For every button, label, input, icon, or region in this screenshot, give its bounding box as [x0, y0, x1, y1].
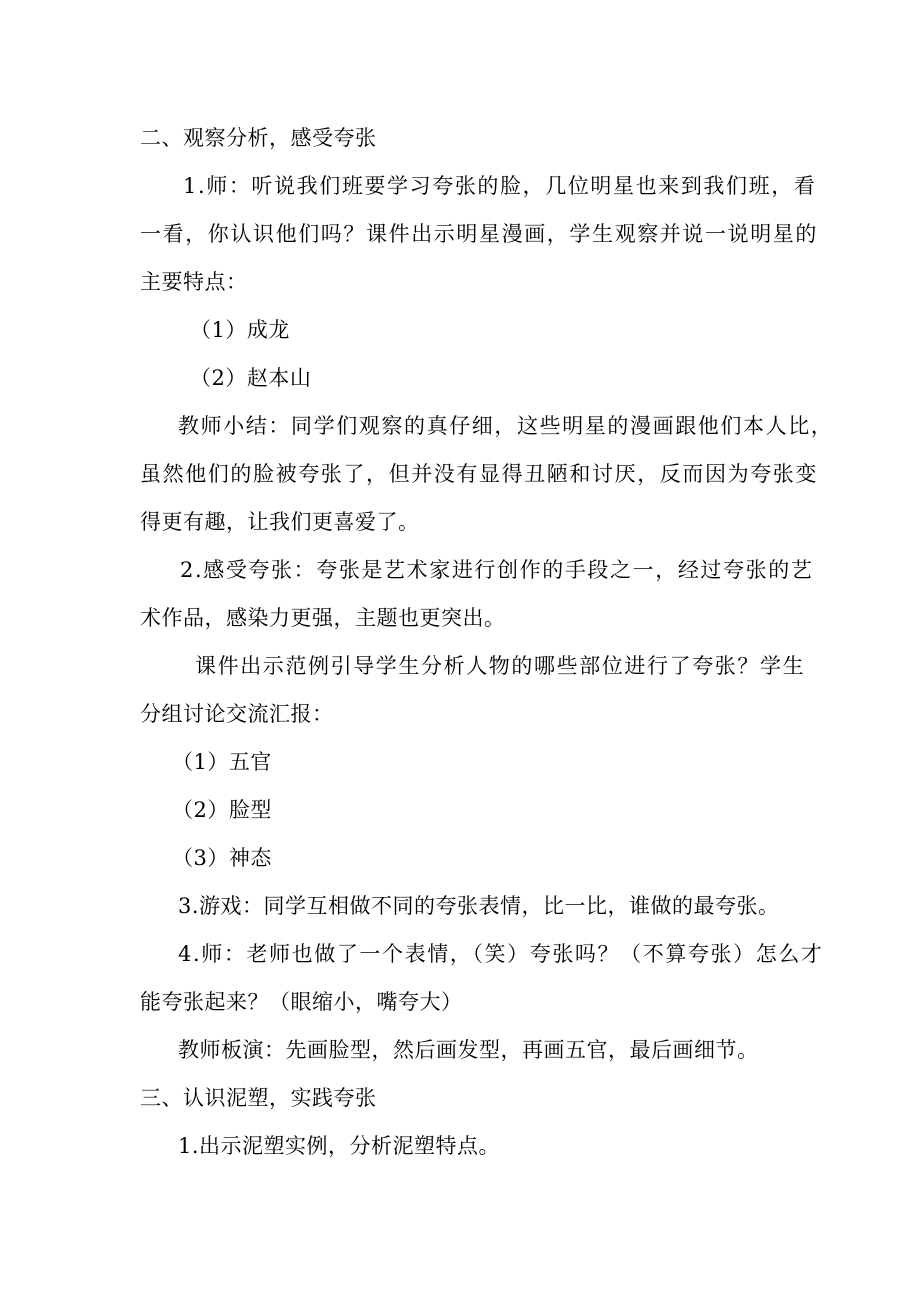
- section-heading-clay: 三、认识泥塑，实践夸张: [140, 1086, 377, 1110]
- paragraph-line: 主要特点：: [140, 270, 248, 294]
- paragraph-line: 分组讨论交流汇报：: [140, 702, 334, 726]
- section-heading-observe: 二、观察分析，感受夸张: [140, 126, 377, 150]
- paragraph-line: 能夸张起来？（眼缩小，嘴夸大）: [140, 990, 463, 1014]
- list-item-expression: （3）神态: [172, 846, 272, 870]
- list-item-jackie-chan: （1）成龙: [190, 318, 290, 342]
- list-item-face-shape: （2）脸型: [172, 798, 272, 822]
- paragraph-line: 3.游戏：同学互相做不同的夸张表情，比一比，谁做的最夸张。: [178, 894, 780, 918]
- paragraph-line: 虽然他们的脸被夸张了，但并没有显得丑陋和讨厌，反而因为夸张变: [140, 462, 818, 486]
- paragraph-line: 术作品，感染力更强，主题也更突出。: [140, 606, 506, 630]
- paragraph-line: 1.出示泥塑实例，分析泥塑特点。: [178, 1134, 501, 1158]
- paragraph-line: 教师板演：先画脸型，然后画发型，再画五官，最后画细节。: [178, 1038, 759, 1062]
- paragraph-line: 2.感受夸张：夸张是艺术家进行创作的手段之一，经过夸张的艺: [180, 558, 814, 582]
- paragraph-line: 课件出示范例引导学生分析人物的哪些部位进行了夸张？学生: [195, 654, 806, 678]
- paragraph-line: 4.师：老师也做了一个表情，（笑）夸张吗？（不算夸张）怎么才: [178, 942, 824, 966]
- list-item-features: （1）五官: [172, 750, 272, 774]
- list-item-zhao-benshan: （2）赵本山: [190, 366, 312, 390]
- paragraph-line: 得更有趣，让我们更喜爱了。: [140, 510, 420, 534]
- paragraph-line: 教师小结：同学们观察的真仔细，这些明星的漫画跟他们本人比，: [178, 414, 834, 438]
- paragraph-line: 一看，你认识他们吗？课件出示明星漫画，学生观察并说一说明星的: [140, 222, 818, 246]
- paragraph-line: 1.师：听说我们班要学习夸张的脸，几位明星也来到我们班，看: [183, 174, 817, 198]
